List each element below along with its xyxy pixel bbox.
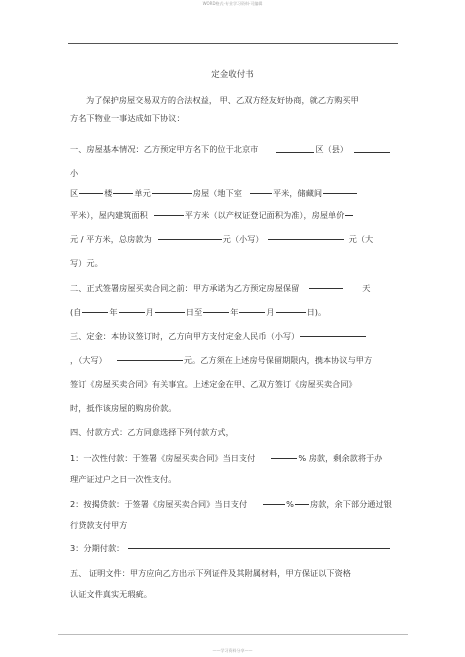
section-4-line-4 bbox=[70, 498, 392, 510]
blank-price bbox=[345, 215, 353, 216]
section-3-line-1 bbox=[70, 330, 367, 342]
s4-text-a: 四、付款方式：乙方同意选择下列付款方式， bbox=[70, 427, 234, 437]
section-1-line-5 bbox=[70, 233, 373, 245]
county-blank bbox=[354, 146, 390, 153]
s4-text-f: 3：分期付款： bbox=[70, 543, 125, 553]
s2-text-b2: 年 bbox=[109, 307, 118, 317]
section-2-line-1 bbox=[70, 282, 370, 294]
intro-line-1 bbox=[86, 94, 359, 106]
s1-text-f2: 元（小写） bbox=[222, 234, 264, 244]
s3-text-d: 时，抵作该房屋的购房价款。 bbox=[70, 403, 177, 413]
s1-text-e2: 平方米（以产权证登记面积为准），房屋单价 bbox=[184, 210, 345, 220]
s3-text-b2: 元。乙方须在上述房号保留期限内，携本协议与甲方 bbox=[183, 355, 373, 365]
s1-text-d2: 楼 bbox=[104, 188, 113, 198]
s2-text-b5: 年 bbox=[230, 307, 239, 317]
s4-text-e: 行贷款支付甲方 bbox=[70, 520, 128, 530]
s3-text-b1: ，（大写） bbox=[70, 355, 107, 365]
s2-text-a1: 二、正式签署房屋买卖合同之前：甲方承诺为乙方预定房屋保留 bbox=[70, 283, 300, 293]
blank-storage bbox=[323, 193, 357, 194]
s3-text-a: 三、定金：本协议签订时，乙方向甲方支付定金人民币（小写） bbox=[70, 331, 300, 341]
blank-end-year bbox=[203, 312, 229, 313]
blank-total-small bbox=[158, 239, 222, 240]
section-2-line-2 bbox=[70, 306, 326, 318]
blank-installment bbox=[128, 548, 390, 549]
section-4-line-6 bbox=[70, 542, 391, 554]
s1-text-c: 小 bbox=[70, 168, 79, 178]
intro-line-2 bbox=[70, 112, 185, 124]
section-3-line-3 bbox=[70, 378, 357, 390]
s1-text-f3: 元（大 bbox=[348, 234, 374, 244]
s1-text-d3: 单元 bbox=[134, 188, 151, 198]
blank-start-day bbox=[155, 312, 185, 313]
blank-end-month bbox=[239, 312, 265, 313]
blank-basement bbox=[250, 193, 272, 194]
s1-text-b: 区（县） bbox=[315, 144, 349, 154]
section-5-line-1 bbox=[70, 567, 351, 579]
s4-text-d2: % bbox=[286, 499, 294, 509]
s4-text-d1: 2：按揭贷款：于签署《房屋买卖合同》当日支付 bbox=[70, 499, 248, 509]
s1-text-f1: 元 / 平方米，总房款为 bbox=[70, 234, 152, 244]
blank-deposit-large bbox=[117, 360, 183, 361]
footer-note: ——学习资料分享—— bbox=[212, 648, 253, 653]
section-4-line-1 bbox=[70, 426, 234, 438]
intro-text-2: 方名下物业一事达成如下协议： bbox=[70, 113, 185, 123]
section-1-line-1 bbox=[70, 143, 391, 155]
blank-district-name bbox=[79, 193, 103, 194]
blank-hold-days bbox=[309, 288, 343, 289]
s5-text-b: 认证文件真实无瑕疵。 bbox=[70, 589, 152, 599]
s4-text-b1: 1：一次性付款：于签署《房屋买卖合同》当日支付 bbox=[70, 453, 256, 463]
document-title: 定金收付书 bbox=[211, 70, 254, 80]
blank-building bbox=[113, 193, 133, 194]
section-3-line-2 bbox=[70, 354, 372, 366]
s1-text-d4: 房屋（地下室 bbox=[192, 188, 242, 198]
s1-text-d1: 区 bbox=[70, 188, 79, 198]
s1-text-d5: 平米，储藏间 bbox=[272, 188, 323, 198]
s2-text-b3: 月 bbox=[145, 307, 154, 317]
section-1-line-2 bbox=[70, 167, 78, 179]
blank-total-large bbox=[268, 239, 344, 240]
header-note: WORD格式-专业学习资料-可编辑 bbox=[202, 1, 263, 6]
blank-start-month bbox=[119, 312, 145, 313]
blank-area bbox=[154, 215, 184, 216]
s2-text-b7: 日)。 bbox=[306, 307, 327, 317]
section-5-line-2 bbox=[70, 588, 152, 600]
intro-text-1: 为了保护房屋交易双方的合法权益， 甲、乙双方经友好协商，就乙方购买甲 bbox=[86, 95, 359, 105]
section-4-line-3 bbox=[70, 473, 176, 485]
s2-text-a2: 天 bbox=[362, 283, 371, 293]
s1-text-e1: 平米），屋内建筑面积 bbox=[70, 210, 148, 220]
s2-text-b1: (自 bbox=[70, 307, 82, 317]
s4-text-d3: 房款，余下部分通过银 bbox=[309, 499, 392, 509]
blank-loan-percent-right bbox=[295, 504, 309, 505]
blank-deposit-small bbox=[300, 336, 366, 337]
section-4-line-2 bbox=[70, 452, 382, 464]
s1-text-g: 写）元。 bbox=[70, 258, 103, 268]
s3-text-c: 签订《房屋买卖合同》有关事宜。上述定金在甲、乙双方签订《房屋买卖合同》 bbox=[70, 379, 357, 389]
blank-unit bbox=[152, 193, 192, 194]
section-4-line-5 bbox=[70, 519, 127, 531]
s1-text-a: 一、房屋基本情况：乙方预定甲方名下的位于北京市 bbox=[70, 144, 259, 154]
s2-text-b4: 日至 bbox=[185, 307, 203, 317]
section-1-line-6 bbox=[70, 257, 103, 269]
s2-text-b6: 月 bbox=[266, 307, 275, 317]
top-rule bbox=[68, 43, 398, 44]
blank-start-year bbox=[82, 312, 108, 313]
s4-text-b2: % 房款，剩余款将于办 bbox=[298, 453, 383, 463]
section-1-line-3 bbox=[70, 187, 358, 199]
section-1-line-4 bbox=[70, 209, 354, 221]
s5-text-a: 五、 证明文件：甲方应向乙方出示下列证件及其附属材料，甲方保证以下资格 bbox=[70, 568, 351, 578]
blank-end-day bbox=[276, 312, 306, 313]
bottom-rule bbox=[58, 634, 408, 635]
section-3-line-4 bbox=[70, 402, 176, 414]
blank-full-pay-percent bbox=[271, 458, 297, 459]
blank-loan-percent-left bbox=[263, 504, 285, 505]
s4-text-c: 理产证过户之日一次性支付。 bbox=[70, 474, 177, 484]
district-blank bbox=[276, 146, 314, 153]
